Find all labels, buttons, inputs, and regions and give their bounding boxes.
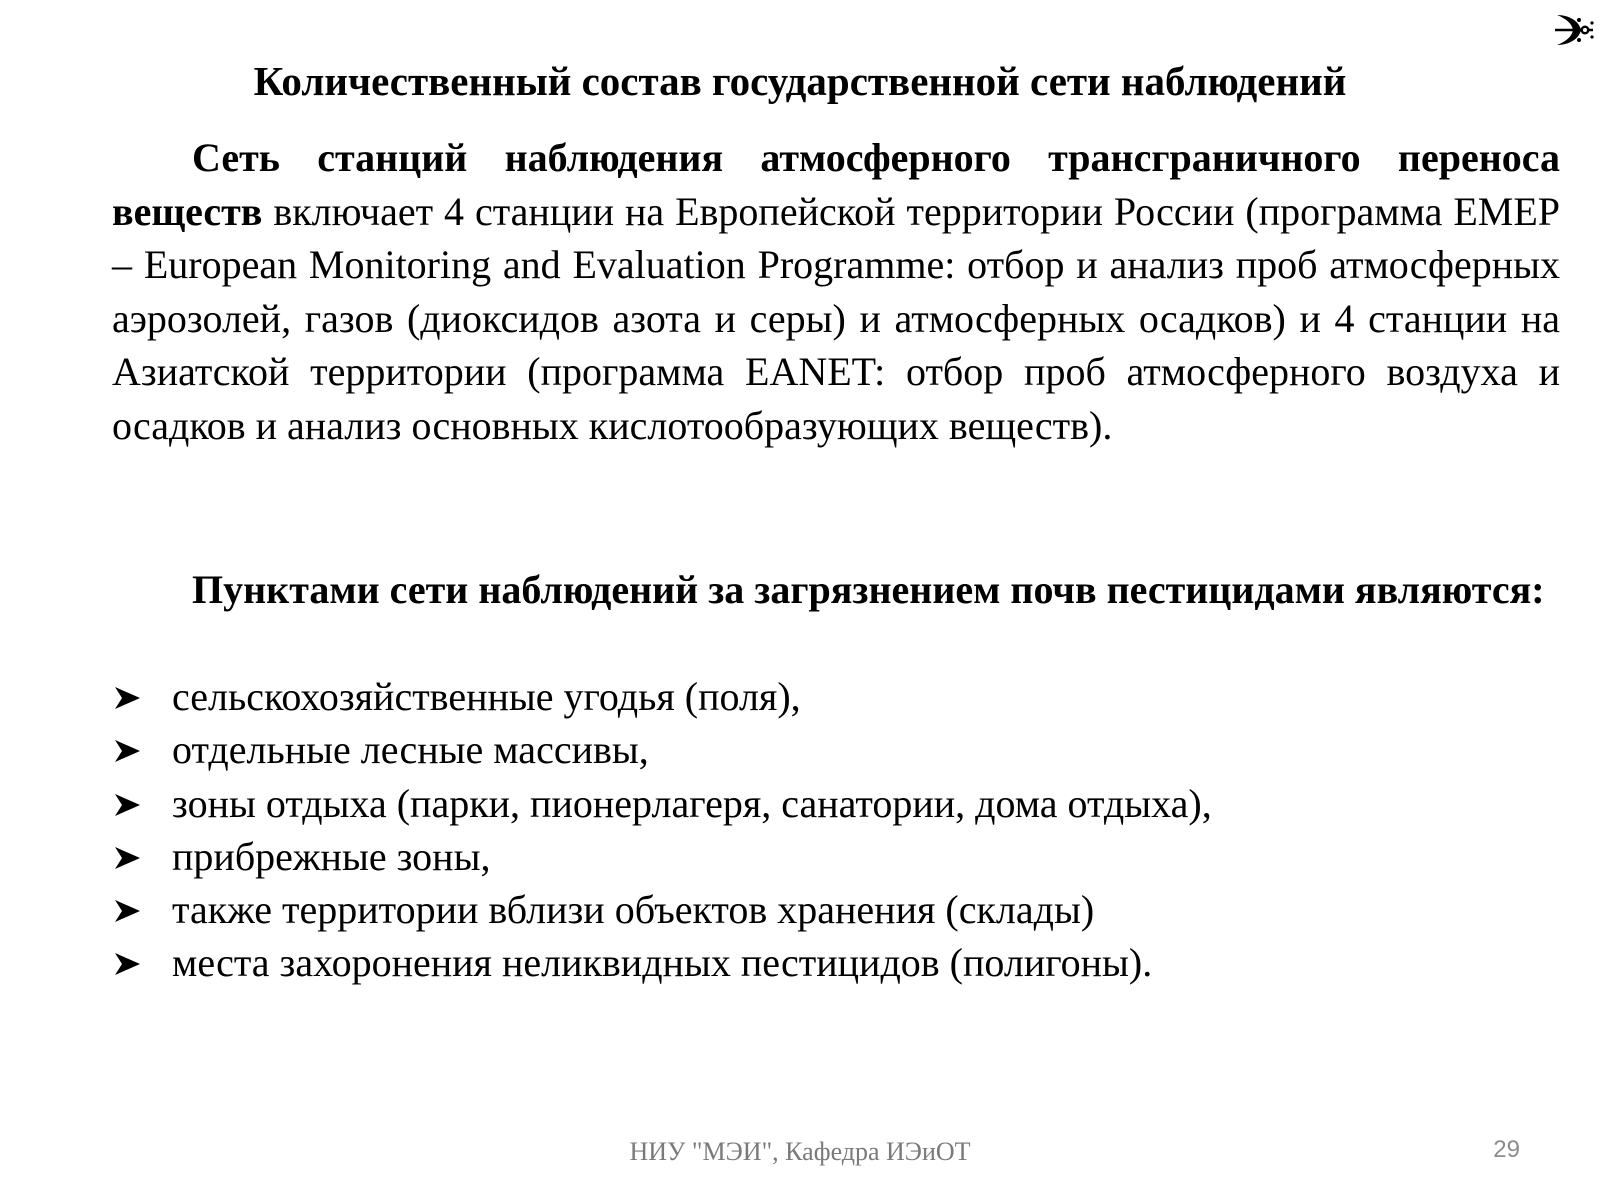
list-item-text: отдельные лесные массивы, (172, 727, 649, 773)
list-item (112, 830, 1560, 883)
list-item (112, 723, 1560, 776)
arrow-bullet-icon (112, 685, 142, 711)
list-item-text: зоны отдыха (парки, пионерлагеря, санатории, дома отдыха), (172, 780, 1212, 826)
arrow-bullet-icon (112, 845, 142, 871)
list-item (112, 670, 1560, 723)
list-item (112, 883, 1560, 936)
arrow-bullet-icon (112, 738, 142, 764)
slide-title: Количественный состав государственной сети наблюдений (253, 58, 1347, 104)
footer-org: НИУ "МЭИ", Кафедра ИЭиОТ (629, 1137, 971, 1166)
list-item-text: также территории вблизи объектов хранения (склады) (172, 887, 1095, 933)
list-item-text: прибрежные зоны, (172, 833, 491, 879)
arrow-bullet-icon (112, 951, 142, 977)
list-item (112, 777, 1560, 830)
paragraph-monitoring-network (112, 131, 1560, 452)
page-number: 29 (1493, 1136, 1520, 1163)
paragraph-bold-lead: Сеть станций наблюдения атмосферного трансграничного переноса веществ (112, 135, 1560, 234)
paragraph-soil-heading (112, 563, 1560, 617)
bullet-list (112, 670, 1560, 990)
paragraph-body: включает 4 станции на Европейской территории России (программа EMEP – European Monitoring and Evaluation Programme: отбор и анализ проб атмосферных аэрозолей, газов (диоксидов азота и серы) и атмосферных осадков) и 4 станции на Азиатской территории (программа EANET: отбор проб атмосферного воздуха и осадков и анализ основных кислотообразующих веществ). (112, 188, 1560, 448)
paragraph-heading-text: Пунктами сети наблюдений за загрязнением почв пестицидами являются: (192, 567, 1545, 612)
arrow-bullet-icon (112, 792, 142, 818)
list-item (112, 936, 1560, 989)
arrow-bullet-icon (112, 898, 142, 924)
list-item-text: сельскохозяйственные угодья (поля), (172, 674, 801, 719)
university-logo-icon (1553, 9, 1595, 51)
list-item-text: места захоронения неликвидных пестицидов (полигоны). (172, 940, 1153, 986)
